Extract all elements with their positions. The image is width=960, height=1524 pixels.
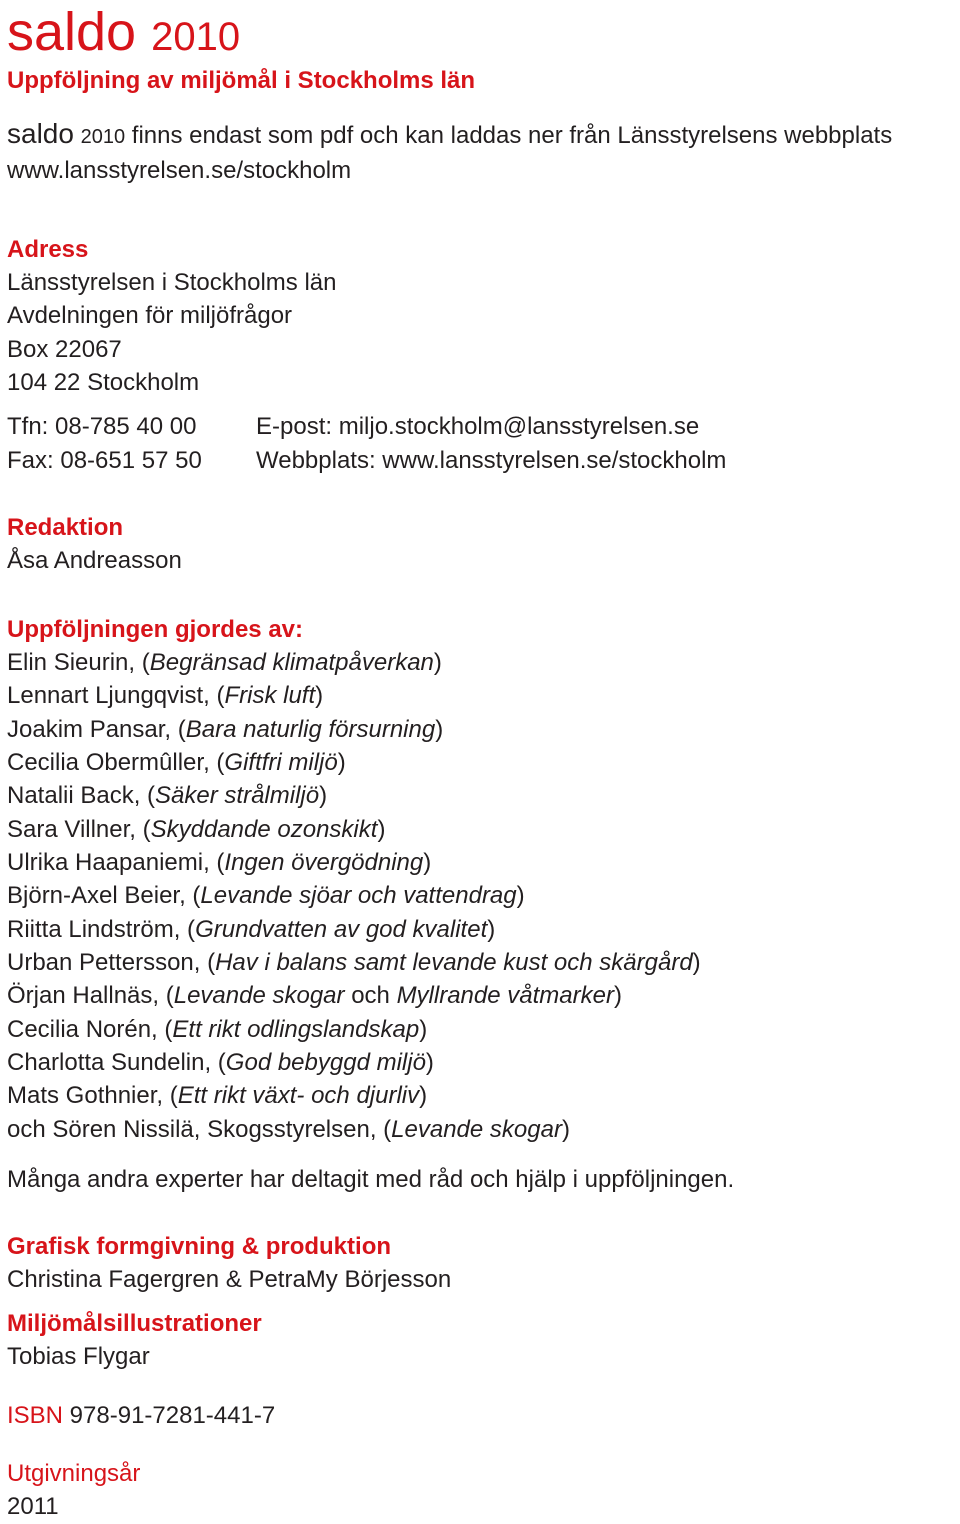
contributor-item: Lennart Ljungqvist, (Frisk luft) — [7, 682, 324, 710]
contributor-item: Joakim Pansar, (Bara naturlig försurning) — [7, 715, 444, 743]
publication-year: 2011 — [7, 1493, 59, 1521]
contributor-item: Urban Pettersson, (Hav i balans samt levande kust och skärgård) — [7, 949, 701, 977]
publication-section — [7, 1457, 140, 1524]
intro-paragraph — [7, 117, 892, 187]
intro-text: finns endast som pdf och kan laddas ner från Länsstyrelsens webbplats — [125, 122, 893, 149]
illustrations-heading: Miljömålsillustrationer — [7, 1310, 262, 1337]
contributors-heading: Uppföljningen gjordes av: — [7, 616, 304, 643]
phone-number: Tfn: 08-785 40 00 — [7, 413, 197, 440]
publication-heading: Utgivningsår — [7, 1460, 141, 1487]
contact-section — [7, 410, 727, 477]
address-line: 104 22 Stockholm — [7, 368, 200, 396]
isbn-value: 978-91-7281-441-7 — [63, 1402, 276, 1429]
isbn-line — [7, 1399, 275, 1432]
contributors-footnote: Många andra experter har deltagit med råd och hjälp i uppföljningen. — [7, 1166, 735, 1193]
address-line: Avdelningen för miljöfrågor — [7, 302, 293, 330]
contact-row-phone — [7, 410, 700, 444]
title-brand: saldo — [7, 2, 137, 62]
design-heading: Grafisk formgivning & produktion — [7, 1233, 392, 1260]
intro-brand-year: 2010 — [80, 126, 126, 148]
contributor-item: Elin Sieurin, (Begränsad klimatpåverkan) — [7, 649, 442, 676]
website-url: Webbplats: www.lansstyrelsen.se/stockholm — [256, 446, 727, 474]
contributor-item: Riitta Lindström, (Grundvatten av god kvalitet) — [7, 915, 496, 943]
illustrator-name: Tobias Flygar — [7, 1343, 150, 1370]
address-line: Länsstyrelsen i Stockholms län — [7, 269, 337, 296]
contributors-section — [7, 613, 701, 1146]
contributor-item: Natalii Back, (Säker strålmiljö) — [7, 782, 328, 810]
editor-section — [7, 511, 182, 577]
fax-number: Fax: 08-651 57 50 — [7, 446, 202, 474]
editor-name: Åsa Andreasson — [7, 547, 182, 574]
contributor-item: Charlotta Sundelin, (God bebyggd miljö) — [7, 1049, 434, 1077]
contributor-item: Mats Gothnier, (Ett rikt växt- och djurliv) — [7, 1082, 428, 1110]
design-names: Christina Fagergren & PetraMy Börjesson — [7, 1266, 452, 1293]
title-year: 2010 — [151, 15, 241, 59]
contributor-item: Cecilia Obermûller, (Giftfri miljö) — [7, 749, 346, 777]
address-line: Box 22067 — [7, 335, 122, 363]
contributor-item: Cecilia Norén, (Ett rikt odlingslandskap) — [7, 1015, 428, 1043]
contributor-item: Örjan Hallnäs, (Levande skogar och Myllrande våtmarker) — [7, 982, 622, 1010]
address-section — [7, 233, 336, 399]
illustrations-section — [7, 1307, 262, 1373]
intro-url: www.lansstyrelsen.se/stockholm — [7, 157, 352, 184]
contributor-item: Björn-Axel Beier, (Levande sjöar och vattendrag) — [7, 882, 525, 910]
email-address: E-post: miljo.stockholm@lansstyrelsen.se — [256, 413, 700, 440]
intro-brand: saldo — [7, 118, 74, 149]
page-subtitle: Uppföljning av miljömål i Stockholms län — [7, 67, 476, 94]
contributor-item: och Sören Nissilä, Skogsstyrelsen, (Levande skogar) — [7, 1115, 570, 1143]
editor-heading: Redaktion — [7, 514, 124, 541]
contact-row-fax — [7, 444, 727, 478]
intro-line — [7, 117, 892, 154]
page-title — [7, 2, 240, 67]
contributor-item: Ulrika Haapaniemi, (Ingen övergödning) — [7, 849, 432, 877]
design-section — [7, 1230, 451, 1296]
contributor-item: Sara Villner, (Skyddande ozonskikt) — [7, 815, 386, 843]
isbn-label: ISBN — [7, 1402, 64, 1429]
address-heading: Adress — [7, 236, 89, 263]
